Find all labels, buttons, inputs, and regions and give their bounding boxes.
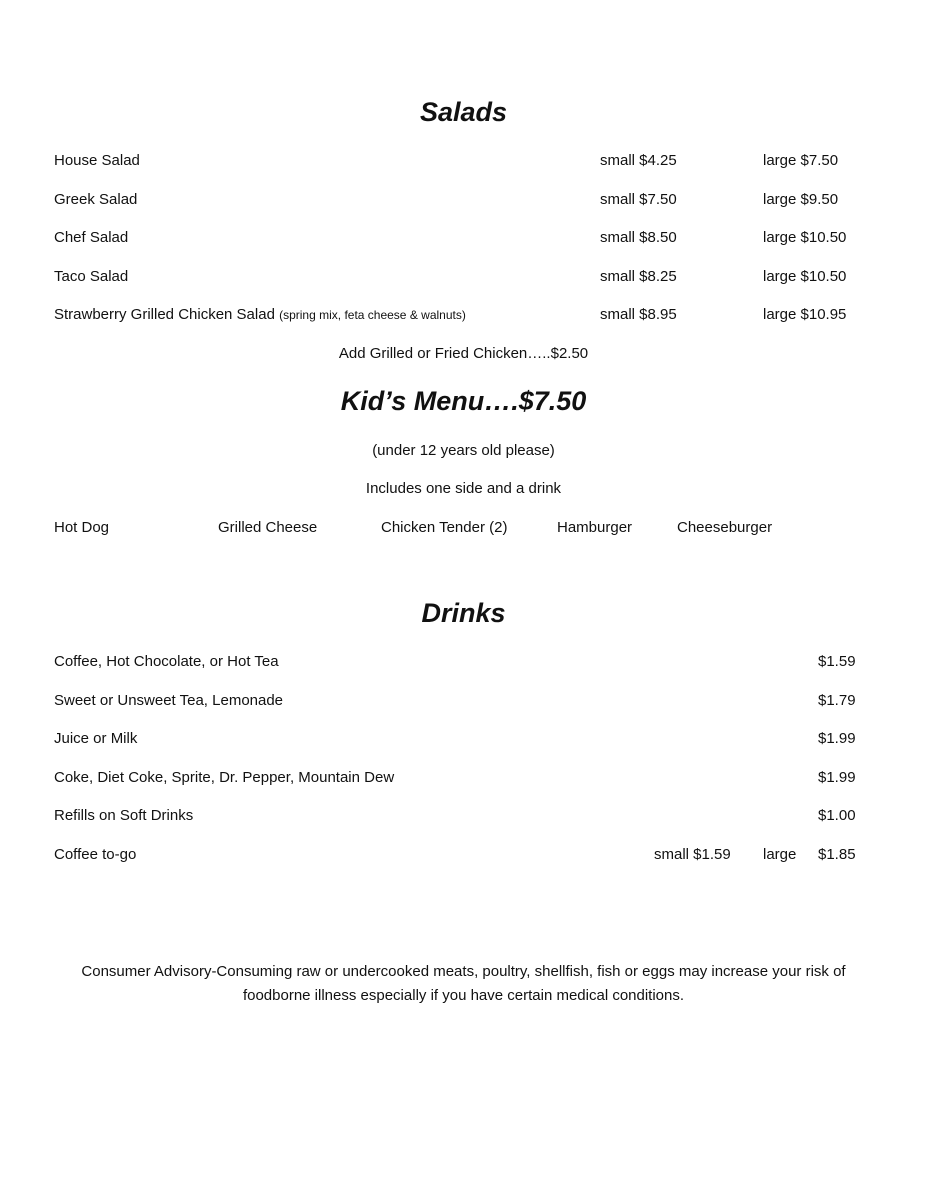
drink-row (0, 652, 927, 676)
kids-item: Grilled Cheese (218, 519, 318, 536)
drinks-heading: Drinks (421, 598, 506, 628)
kids-includes-note: Includes one side and a drink (365, 480, 562, 497)
drink-row (0, 806, 927, 830)
drink-price: $1.00 (818, 807, 856, 824)
drink-small-price: small $1.59 (654, 846, 731, 863)
drink-row (0, 729, 927, 753)
drink-name: Coffee, Hot Chocolate, or Hot Tea (54, 653, 279, 670)
kids-items-row (0, 518, 927, 542)
drink-price: $1.59 (818, 653, 856, 670)
salad-row (0, 267, 927, 291)
drink-price: $1.79 (818, 692, 856, 709)
salad-large-price: large $10.50 (763, 268, 847, 285)
consumer-advisory (60, 960, 867, 1008)
drink-name: Coffee to-go (54, 846, 137, 863)
salad-row (0, 151, 927, 175)
drink-name: Coke, Diet Coke, Sprite, Dr. Pepper, Mountain Dew (54, 769, 395, 786)
drink-price: $1.99 (818, 730, 856, 747)
salad-addon: Add Grilled or Fried Chicken…..$2.50 (338, 345, 589, 362)
drink-name: Juice or Milk (54, 730, 138, 747)
drink-row (0, 691, 927, 715)
salad-large-price: large $9.50 (763, 191, 839, 208)
salad-note: (spring mix, feta cheese & walnuts) (279, 308, 466, 322)
salads-heading: Salads (419, 97, 508, 127)
salad-name: Chef Salad (54, 229, 129, 246)
kids-item: Hot Dog (54, 519, 110, 536)
salad-name: House Salad (54, 152, 140, 169)
drink-row (0, 768, 927, 792)
drink-price: $1.85 (818, 846, 856, 863)
salad-name: Greek Salad (54, 191, 138, 208)
kids-age-note: (under 12 years old please) (372, 442, 555, 459)
kids-item: Hamburger (557, 519, 633, 536)
salad-row (0, 228, 927, 252)
kids-item: Chicken Tender (2) (381, 519, 508, 536)
drink-price: $1.99 (818, 769, 856, 786)
advisory-line: Consumer Advisory-Consuming raw or undercooked meats, poultry, shellfish, fish or eggs may increase your risk of (81, 963, 846, 980)
salad-small-price: small $8.50 (600, 229, 677, 246)
salad-name-with-note (54, 305, 466, 325)
salad-name: Strawberry Grilled Chicken Salad (54, 306, 275, 323)
kids-menu-heading: Kid’s Menu….$7.50 (340, 386, 587, 416)
drink-large-label: large (763, 846, 797, 863)
salad-small-price: small $4.25 (600, 152, 677, 169)
salad-small-price: small $7.50 (600, 191, 677, 208)
salad-large-price: large $10.50 (763, 229, 847, 246)
drink-row (0, 845, 927, 869)
salad-small-price: small $8.95 (600, 306, 677, 323)
salad-large-price: large $7.50 (763, 152, 839, 169)
salad-name: Taco Salad (54, 268, 129, 285)
drink-name: Refills on Soft Drinks (54, 807, 194, 824)
salad-row (0, 190, 927, 214)
salad-large-price: large $10.95 (763, 306, 847, 323)
drink-name: Sweet or Unsweet Tea, Lemonade (54, 692, 284, 709)
salad-small-price: small $8.25 (600, 268, 677, 285)
kids-item: Cheeseburger (677, 519, 773, 536)
salad-row (0, 305, 927, 329)
advisory-line: foodborne illness especially if you have certain medical conditions. (242, 987, 685, 1004)
